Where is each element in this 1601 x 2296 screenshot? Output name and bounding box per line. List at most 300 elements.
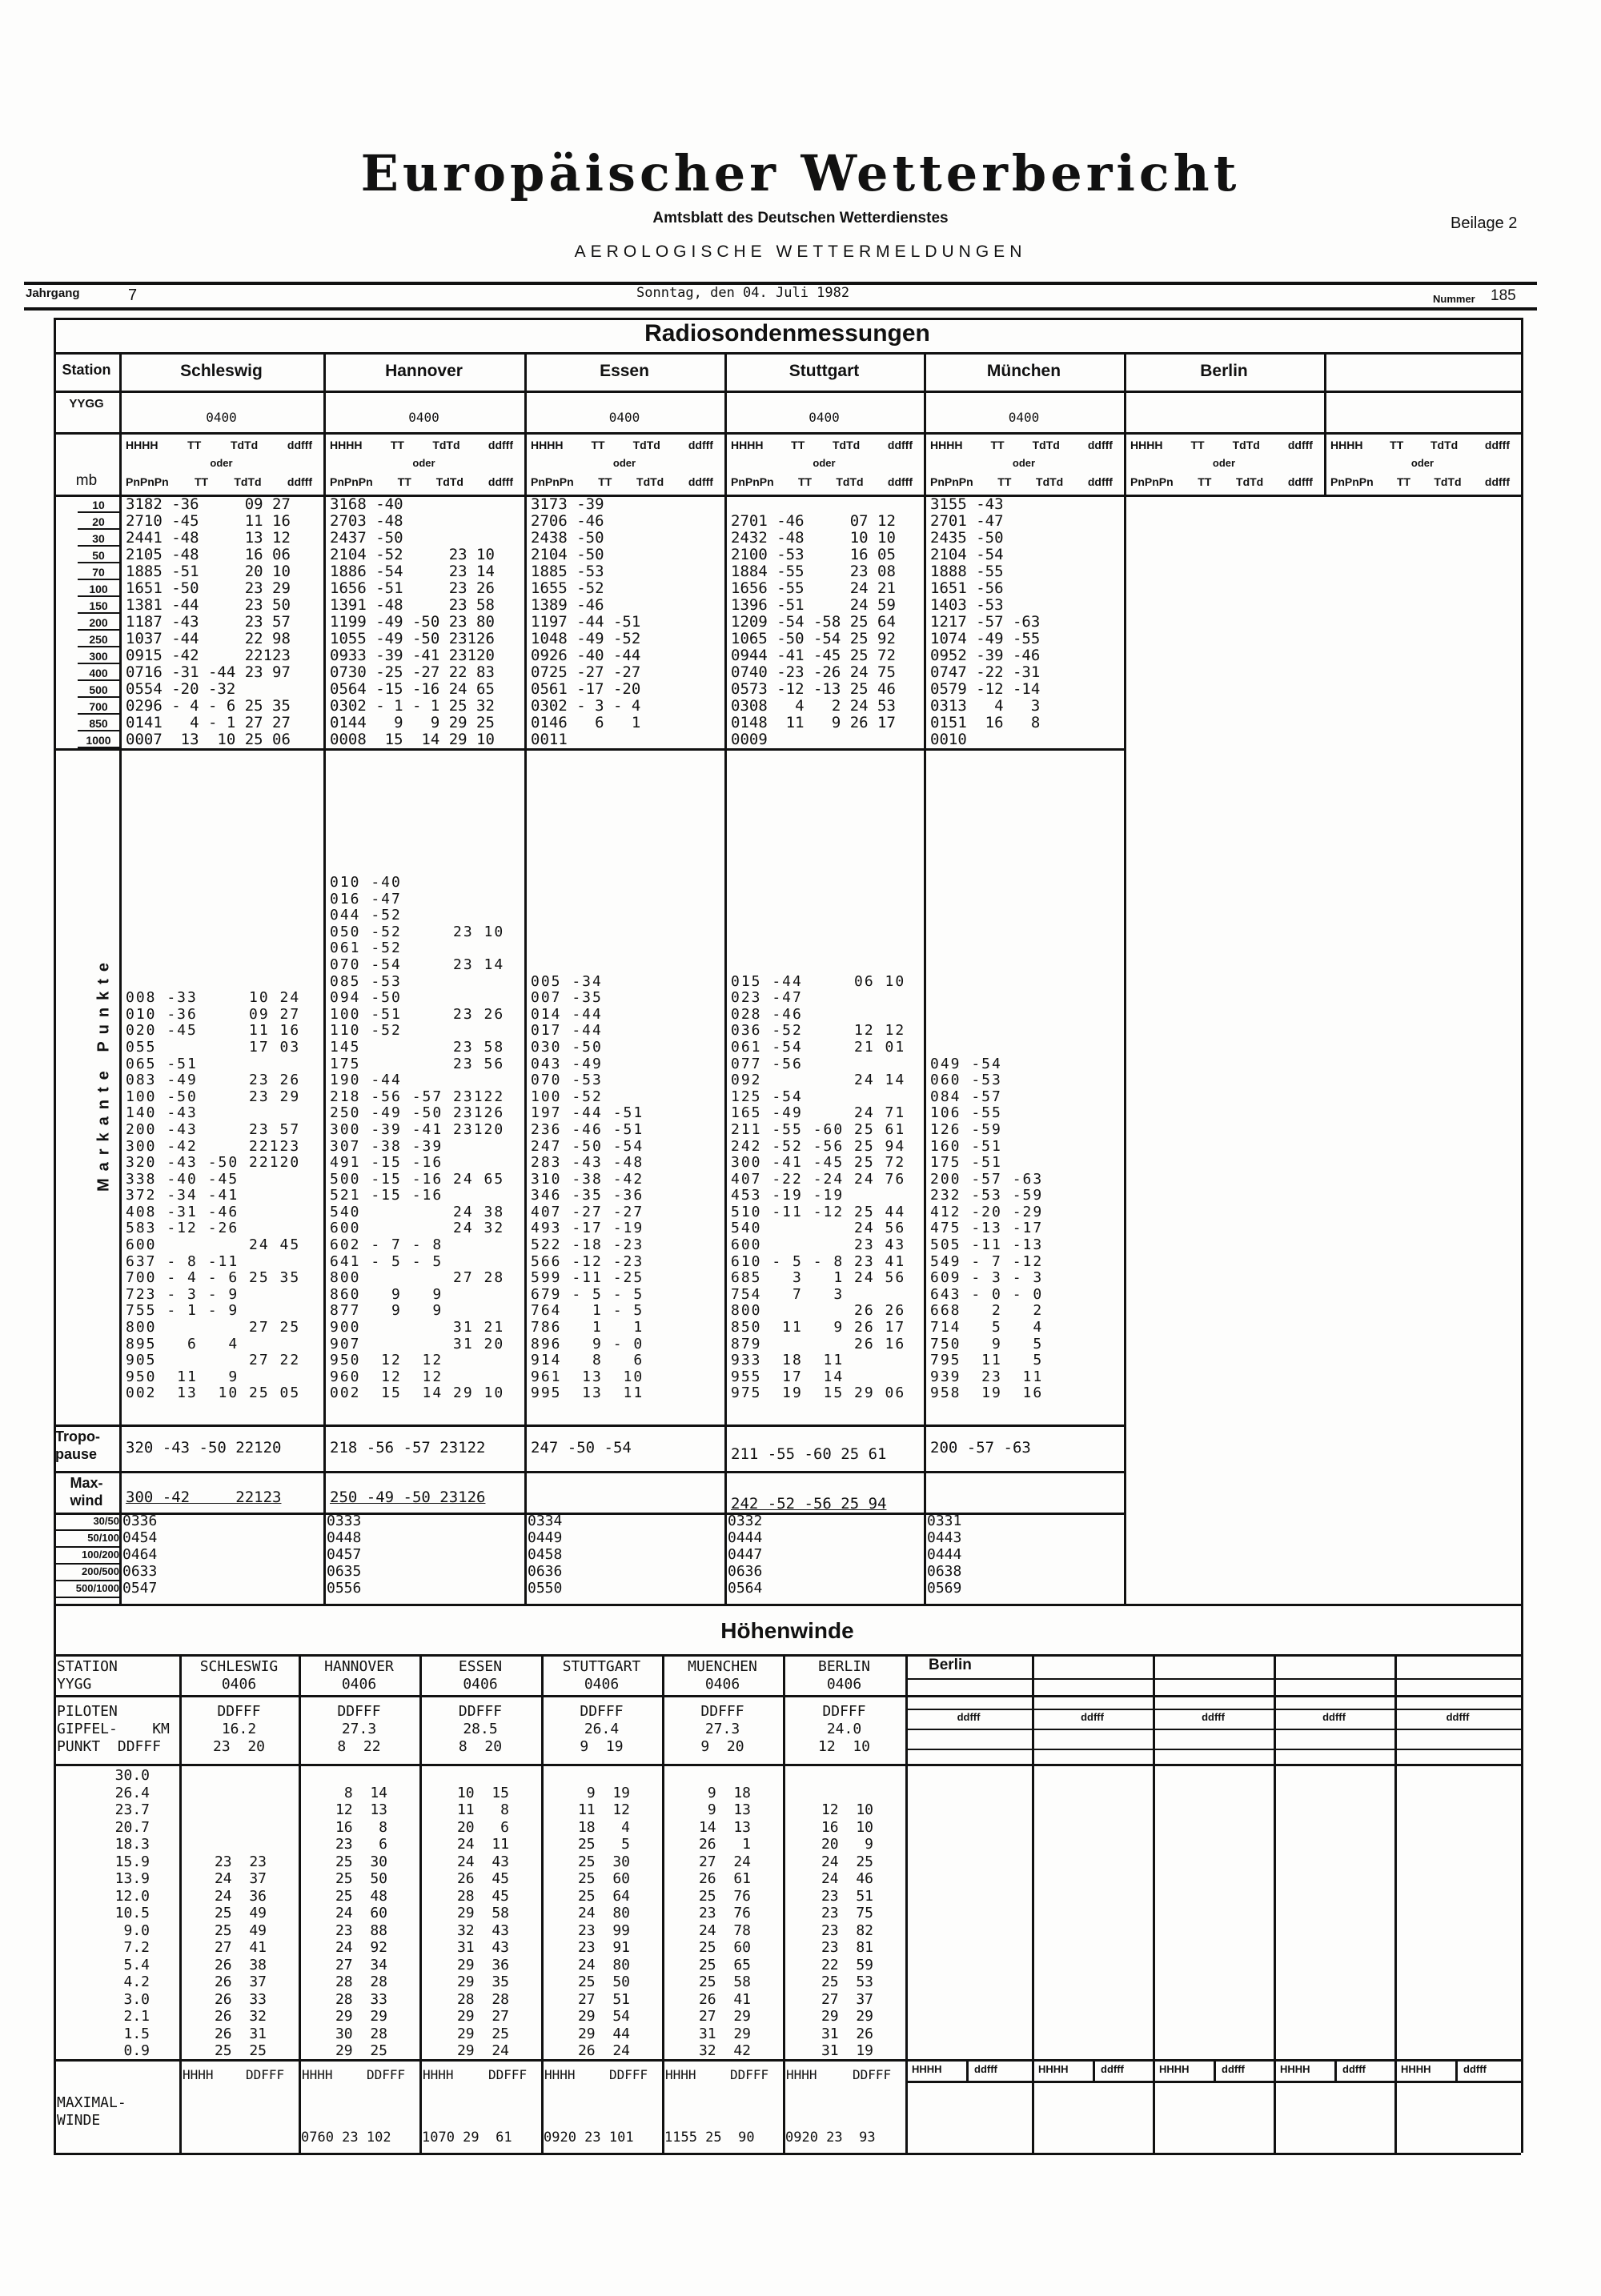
marked-point-row: 600 23 43	[731, 1236, 906, 1254]
pressure-level-label: 200	[89, 616, 108, 629]
max-wind-value: 0920 23 93	[785, 2130, 876, 2146]
marked-point-row: 242 -52 -56 25 94	[731, 1137, 906, 1155]
wind-value: 29 44	[577, 2025, 630, 2042]
standard-level-row: 1199 -49 -50 23 80	[330, 613, 495, 631]
pressure-level-label: 150	[89, 599, 108, 612]
wind-value: 26 37	[214, 1973, 267, 1990]
marked-point-row: 020 -45 11 16	[126, 1022, 301, 1040]
max-hhhh-label: HHHH	[544, 2067, 576, 2082]
shear-value: 0336	[122, 1513, 158, 1529]
shear-value: 0457	[327, 1546, 362, 1563]
extra-max-ddfff-label: ddfff	[1222, 2063, 1245, 2075]
grid-line	[966, 2059, 969, 2081]
tropopause-value: 247 -50 -54	[531, 1439, 632, 1457]
max-wind-value: 1155 25 90	[664, 2130, 755, 2146]
grid-line	[1334, 2059, 1337, 2081]
station-label: STATION	[57, 1658, 118, 1675]
marked-point-row: 610 - 5 - 8 23 41	[731, 1252, 906, 1270]
grid-line	[54, 1529, 119, 1531]
grid-line	[1093, 2059, 1095, 2081]
extra-ddfff-label: ddfff	[1322, 1711, 1346, 1723]
extra-max-hhhh-label: HHHH	[1401, 2063, 1431, 2075]
column-header	[731, 439, 913, 451]
column-header-token: HHHH	[330, 439, 363, 451]
section-heading: AEROLOGISCHE WETTERMELDUNGEN	[574, 242, 1027, 261]
wind-value: 25 60	[698, 1939, 751, 1956]
shear-layer-label: 30/50	[93, 1515, 119, 1527]
wind-value: 24 11	[456, 1836, 509, 1853]
nummer-value: 185	[1491, 287, 1516, 304]
wind-value: 31 26	[821, 2025, 873, 2042]
wind-value: 20 9	[821, 1836, 873, 1853]
column-header-token: ddfff	[1287, 475, 1313, 488]
wind-value: 25 48	[335, 1887, 387, 1905]
shear-value: 0447	[728, 1546, 763, 1563]
marked-point-row: 028 -46	[731, 1005, 803, 1023]
column-header-or: oder	[210, 457, 233, 469]
standard-level-row: 3155 -43	[930, 495, 1004, 513]
grid-line	[78, 545, 119, 547]
wind-value: 29 35	[456, 1973, 509, 1990]
wind-value: 11 12	[577, 1801, 630, 1818]
marked-point-row: 070 -53	[531, 1072, 603, 1089]
standard-level-row: 1217 -57 -63	[930, 613, 1041, 631]
grid-line	[905, 1729, 1521, 1730]
marked-point-row: 475 -13 -17	[930, 1220, 1044, 1237]
wind-value: 29 54	[577, 2008, 630, 2025]
wind-value: 27 34	[335, 1956, 387, 1973]
marked-point-row: 002 15 14 29 10	[330, 1384, 505, 1402]
standard-level-row: 0011	[531, 731, 568, 748]
standard-level-row: 2104 -50	[531, 546, 604, 563]
standard-level-row: 0296 - 4 - 6 25 35	[126, 697, 291, 715]
standard-level-row: 2435 -50	[930, 529, 1004, 547]
max-ddfff-label: DDFFF	[246, 2067, 285, 2082]
shear-value: 0638	[927, 1563, 962, 1580]
wind-value: 28 28	[456, 1990, 509, 2008]
shear-layer-label: 500/1000	[75, 1582, 119, 1594]
wind-value: 25 49	[214, 1905, 267, 1921]
standard-level-row: 2706 -46	[531, 512, 604, 530]
standard-level-row: 0144 9 9 29 25	[330, 714, 495, 731]
ddfff-label: DDFFF	[458, 1703, 503, 1720]
marked-point-row: 044 -52	[330, 907, 402, 924]
marked-point-row: 015 -44 06 10	[731, 972, 906, 990]
standard-level-row: 0747 -22 -31	[930, 663, 1041, 681]
shear-value: 0334	[528, 1513, 563, 1529]
marked-point-row: 200 -43 23 57	[126, 1120, 301, 1138]
standard-level-row: 2432 -48 10 10	[731, 529, 896, 547]
marked-point-row: 165 -49 24 71	[731, 1104, 906, 1122]
wind-value: 31 19	[821, 2042, 873, 2059]
marked-point-row: 049 -54	[930, 1055, 1002, 1072]
shear-value: 0449	[528, 1529, 563, 1546]
column-header	[330, 475, 513, 488]
standard-level-row: 0008 15 14 29 10	[330, 731, 495, 748]
wind-value: 25 58	[698, 1973, 751, 1990]
station-name: STUTTGART	[562, 1658, 641, 1675]
standard-level-row: 0561 -17 -20	[531, 680, 641, 698]
shear-value: 0332	[728, 1513, 763, 1529]
wind-value: 16 10	[821, 1818, 873, 1836]
marked-point-row: 077 -56	[731, 1055, 803, 1072]
column-header-token: ddfff	[1287, 439, 1313, 451]
marked-point-row: 232 -53 -59	[930, 1187, 1044, 1204]
column-header-token: TdTd	[234, 475, 262, 488]
column-header	[126, 439, 312, 451]
grid-line	[1153, 1654, 1155, 2153]
wind-value: 26 32	[214, 2008, 267, 2025]
wind-value: 25 50	[335, 1870, 387, 1887]
marked-point-row: 764 1 - 5	[531, 1302, 644, 1320]
grid-line	[54, 318, 56, 2153]
yygg-value: 0406	[826, 1676, 862, 1693]
wind-value: 26 45	[456, 1870, 509, 1887]
marked-point-row: 106 -55	[930, 1104, 1002, 1122]
wind-value: 32 42	[698, 2042, 751, 2059]
marked-point-row: 236 -46 -51	[531, 1120, 644, 1138]
column-header-token: PnPnPn	[930, 475, 973, 488]
wind-value: 26 24	[577, 2042, 630, 2059]
wind-value: 18 4	[577, 1818, 630, 1836]
marked-point-row: 084 -57	[930, 1088, 1002, 1105]
grid-line	[78, 730, 119, 731]
shear-layer-label: 50/100	[87, 1532, 119, 1544]
extra-ddfff-label: ddfff	[1081, 1711, 1104, 1723]
marked-point-row: 600 24 45	[126, 1236, 301, 1254]
marked-point-row: 549 - 7 -12	[930, 1252, 1044, 1270]
marked-point-row: 493 -17 -19	[531, 1220, 644, 1237]
standard-level-row: 0944 -41 -45 25 72	[731, 647, 896, 664]
marked-point-row: 453 -19 -19	[731, 1187, 845, 1204]
standard-level-row: 0725 -27 -27	[531, 663, 641, 681]
shear-value: 0454	[122, 1529, 158, 1546]
column-header-token: PnPnPn	[731, 475, 774, 488]
column-header-token: TT	[194, 475, 209, 488]
marked-point-row: 643 - 0 - 0	[930, 1285, 1044, 1303]
marked-point-row: 960 12 12	[330, 1368, 443, 1385]
wind-value: 25 53	[821, 1973, 873, 1990]
extra-max-hhhh-label: HHHH	[1038, 2063, 1069, 2075]
column-header-token: TdTd	[1430, 439, 1459, 451]
max-hhhh-label: HHHH	[665, 2067, 696, 2082]
grid-line	[78, 663, 119, 664]
column-header-token: ddfff	[287, 475, 312, 488]
grid-line	[1214, 2059, 1216, 2081]
grid-line	[1032, 1654, 1034, 2153]
marked-point-row: 211 -55 -60 25 61	[731, 1120, 906, 1138]
marked-point-row: 030 -50	[531, 1038, 603, 1056]
wind-value: 25 64	[577, 1887, 630, 1905]
ddfff-label: DDFFF	[580, 1703, 624, 1720]
wind-value: 29 25	[335, 2042, 387, 2059]
grid-line	[78, 612, 119, 614]
column-header	[531, 475, 713, 488]
column-header-token: TdTd	[836, 475, 864, 488]
standard-level-row: 2437 -50	[330, 529, 403, 547]
grid-line	[1124, 352, 1126, 1604]
shear-value: 0564	[728, 1580, 763, 1597]
marked-point-row: 283 -43 -48	[531, 1154, 644, 1172]
grid-line	[78, 679, 119, 681]
column-header-token: TdTd	[1232, 439, 1260, 451]
divider	[24, 307, 1537, 311]
grid-line	[54, 1546, 119, 1548]
grid-line	[78, 562, 119, 563]
wind-value: 9 19	[586, 1784, 630, 1801]
height-km-label: 2.1	[123, 2008, 150, 2025]
wind-value: 26 1	[698, 1836, 751, 1853]
shear-value: 0464	[122, 1546, 158, 1563]
column-header-token: TT	[797, 475, 813, 488]
column-header-token: ddfff	[488, 475, 513, 488]
standard-level-row: 0573 -12 -13 25 46	[731, 680, 896, 698]
marked-point-row: 566 -12 -23	[531, 1252, 644, 1270]
max-hhhh-label: HHHH	[423, 2067, 454, 2082]
column-header-token: TdTd	[1032, 439, 1060, 451]
column-header-or: oder	[412, 457, 435, 469]
shear-value: 0633	[122, 1563, 158, 1580]
extra-max-ddfff-label: ddfff	[1101, 2063, 1124, 2075]
column-header-token: TT	[791, 439, 805, 451]
marked-point-row: 905 27 22	[126, 1352, 301, 1369]
column-header-token: HHHH	[531, 439, 564, 451]
marked-point-row: 247 -50 -54	[531, 1137, 644, 1155]
marked-point-row: 685 3 1 24 56	[731, 1269, 906, 1287]
wind-value: 27 41	[214, 1939, 267, 1956]
shear-value: 0448	[327, 1529, 362, 1546]
standard-level-row: 1381 -44 23 50	[126, 596, 291, 614]
marked-point-row: 950 11 9	[126, 1368, 239, 1385]
marked-point-row: 522 -18 -23	[531, 1236, 644, 1254]
marked-point-row: 755 - 1 - 9	[126, 1302, 239, 1320]
jahrgang-value: 7	[128, 286, 138, 304]
column-header-token: TT	[997, 475, 1012, 488]
wind-value: 24 46	[821, 1870, 873, 1887]
standard-level-row: 0313 4 3	[930, 697, 1041, 715]
standard-level-row: 0308 4 2 24 53	[731, 697, 896, 715]
standard-level-row: 1651 -56	[930, 579, 1004, 597]
maxwind-value: 242 -52 -56 25 94	[731, 1495, 887, 1513]
height-km-label: 23.7	[114, 1801, 150, 1818]
max-ddfff-label: DDFFF	[609, 2067, 648, 2082]
column-header-token: TT	[390, 439, 404, 451]
marked-point-row: 145 23 58	[330, 1038, 505, 1056]
grid-line	[905, 1749, 1521, 1750]
tropopause-value: 218 -56 -57 23122	[330, 1439, 486, 1457]
marked-point-row: 795 11 5	[930, 1352, 1044, 1369]
marked-point-row: 083 -49 23 26	[126, 1072, 301, 1089]
section-title-hoehenwinde: Höhenwinde	[720, 1618, 854, 1643]
standard-level-row: 1403 -53	[930, 596, 1004, 614]
publication-subtitle: Amtsblatt des Deutschen Wetterdienstes	[652, 210, 949, 226]
marked-point-row: 900 31 21	[330, 1319, 505, 1336]
standard-level-row: 0564 -15 -16 24 65	[330, 680, 495, 698]
height-km-label: 26.4	[114, 1784, 150, 1801]
standard-levels	[126, 496, 291, 748]
marked-point-row: 070 -54 23 14	[330, 956, 505, 973]
marked-point-row: 914 8 6	[531, 1352, 644, 1369]
extra-max-ddfff-label: ddfff	[1463, 2063, 1487, 2075]
marked-point-row: 065 -51	[126, 1055, 198, 1072]
station-name: SCHLESWIG	[199, 1658, 279, 1675]
marked-point-row: 100 -52	[531, 1088, 603, 1105]
max-hhhh-label: HHHH	[786, 2067, 817, 2082]
standard-levels	[731, 496, 896, 748]
column-header-token: TdTd	[832, 439, 861, 451]
standard-level-row: 1187 -43 23 57	[126, 613, 291, 631]
column-header-token: HHHH	[930, 439, 963, 451]
column-header-token: TdTd	[636, 475, 664, 488]
extra-ddfff-label: ddfff	[957, 1711, 981, 1723]
gipfel-ddfff: 12 10	[817, 1738, 871, 1755]
wind-value: 20 6	[456, 1818, 509, 1836]
standard-level-row: 2438 -50	[531, 529, 604, 547]
standard-level-row: 0302 - 3 - 4	[531, 697, 641, 715]
standard-level-row: 0009	[731, 731, 768, 748]
marked-point-row: 668 2 2	[930, 1302, 1044, 1320]
yygg-value: 0406	[341, 1676, 377, 1693]
column-header	[1130, 439, 1313, 451]
marked-point-row: 310 -38 -42	[531, 1170, 644, 1188]
gipfel-km: 16.2	[221, 1721, 257, 1737]
marked-points	[126, 752, 300, 1402]
marked-point-row: 010 -36 09 27	[126, 1005, 301, 1023]
grid-line	[54, 1654, 1521, 1657]
ddfff-label: DDFFF	[337, 1703, 381, 1720]
grid-line	[1455, 2059, 1458, 2081]
column-header	[731, 475, 913, 488]
section-title-radiosonde: Radiosondenmessungen	[644, 320, 930, 347]
marked-point-row: 110 -52	[330, 1022, 402, 1040]
standard-level-row: 0146 6 1	[531, 714, 641, 731]
max-ddfff-label: DDFFF	[730, 2067, 769, 2082]
grid-line	[78, 629, 119, 631]
marked-point-row: 023 -47	[731, 989, 803, 1007]
marked-point-row: 896 9 - 0	[531, 1335, 644, 1352]
height-km-label: 30.0	[114, 1767, 150, 1784]
marked-point-row: 338 -40 -45	[126, 1170, 239, 1188]
gipfel-km: 26.4	[584, 1721, 620, 1737]
marked-point-row: 100 -50 23 29	[126, 1088, 301, 1105]
column-header-token: ddfff	[887, 439, 913, 451]
station-name: Essen	[600, 362, 649, 380]
standard-level-row: 2701 -47	[930, 512, 1004, 530]
wind-value: 25 65	[698, 1956, 751, 1973]
grid-line	[78, 646, 119, 647]
maximal-winde-label: MAXIMAL-	[57, 2094, 126, 2111]
column-header	[531, 439, 713, 451]
column-header-token: TT	[187, 439, 202, 451]
standard-level-row: 1037 -44 22 98	[126, 630, 291, 647]
wind-value: 24 60	[335, 1905, 387, 1921]
grid-line	[54, 1764, 1521, 1766]
standard-level-row: 1651 -50 23 29	[126, 579, 291, 597]
marked-point-row: 017 -44	[531, 1022, 603, 1040]
column-header-token: ddfff	[688, 439, 713, 451]
marked-point-row: 043 -49	[531, 1055, 603, 1072]
marked-point-row: 055 17 03	[126, 1038, 301, 1056]
grid-line	[524, 352, 527, 1604]
pressure-level-label: 250	[89, 633, 108, 646]
station-name: München	[986, 362, 1061, 380]
gipfel-km: 27.3	[704, 1721, 740, 1737]
grid-line	[54, 2153, 1521, 2155]
column-header	[930, 475, 1113, 488]
column-header-token: PnPnPn	[1130, 475, 1174, 488]
wind-value: 32 43	[456, 1921, 509, 1939]
standard-level-row: 2710 -45 11 16	[126, 512, 291, 530]
marked-point-row: 877 9 9	[330, 1302, 443, 1320]
grid-line	[78, 595, 119, 597]
wind-value: 31 29	[698, 2025, 751, 2042]
column-header-token: TdTd	[435, 475, 463, 488]
tropopause-label: Tropo- pause	[55, 1428, 100, 1462]
column-header-token: ddfff	[1087, 439, 1113, 451]
wind-value: 27 51	[577, 1990, 630, 2008]
marked-point-row: 092 24 14	[731, 1072, 906, 1089]
marked-point-row: 036 -52 12 12	[731, 1022, 906, 1040]
extra-ddfff-label: ddfff	[1202, 1711, 1225, 1723]
column-header-token: TdTd	[1434, 475, 1462, 488]
column-header-token: HHHH	[731, 439, 764, 451]
standard-level-row: 0730 -25 -27 22 83	[330, 663, 495, 681]
column-header-token: TT	[591, 439, 605, 451]
gipfel-ddfff: 8 22	[337, 1738, 381, 1755]
grid-line	[119, 352, 122, 1604]
marked-point-row: 750 9 5	[930, 1335, 1044, 1352]
shear-value: 0636	[728, 1563, 763, 1580]
grid-line	[54, 352, 1521, 355]
standard-level-row: 2100 -53 16 05	[731, 546, 896, 563]
station-name: HANNOVER	[324, 1658, 394, 1675]
standard-level-row: 3173 -39	[531, 495, 604, 513]
standard-level-row: 0554 -20 -32	[126, 680, 236, 698]
wind-value: 22 59	[821, 1956, 873, 1973]
grid-line	[724, 352, 727, 1604]
yygg-value: 0400	[408, 410, 439, 425]
wind-value: 27 37	[821, 1990, 873, 2008]
marked-point-row: 300 -41 -45 25 72	[731, 1154, 906, 1172]
column-header-or: oder	[1212, 457, 1236, 469]
grid-line	[78, 696, 119, 698]
column-header-or: oder	[813, 457, 836, 469]
yygg-value: 0406	[704, 1676, 740, 1693]
wind-value: 23 23	[214, 1853, 267, 1870]
station-name: MUENCHEN	[688, 1658, 757, 1675]
wind-value: 29 36	[456, 1956, 509, 1973]
marked-points	[531, 752, 644, 1402]
wind-value: 24 80	[577, 1956, 630, 1973]
maxwind-value: 250 -49 -50 23126	[330, 1489, 486, 1506]
pressure-level-label: 50	[92, 549, 105, 562]
column-header-token: PnPnPn	[126, 475, 169, 488]
standard-level-row: 0740 -23 -26 24 75	[731, 663, 896, 681]
max-wind-value: 0760 23 102	[301, 2130, 391, 2146]
standard-levels	[930, 496, 1040, 748]
wind-value: 23 75	[821, 1905, 873, 1921]
standard-level-row: 0007 13 10 25 06	[126, 731, 291, 748]
maxwind-label: Max- wind	[70, 1475, 103, 1509]
wind-value: 24 78	[698, 1921, 751, 1939]
column-header-token: ddfff	[1087, 475, 1113, 488]
column-header-token: TdTd	[230, 439, 259, 451]
marked-point-row: 060 -53	[930, 1072, 1002, 1089]
column-header-token: HHHH	[1330, 439, 1363, 451]
marked-point-row: 679 - 5 - 5	[531, 1285, 644, 1303]
wind-value: 11 8	[456, 1801, 509, 1818]
column-header-token: HHHH	[1130, 439, 1163, 451]
